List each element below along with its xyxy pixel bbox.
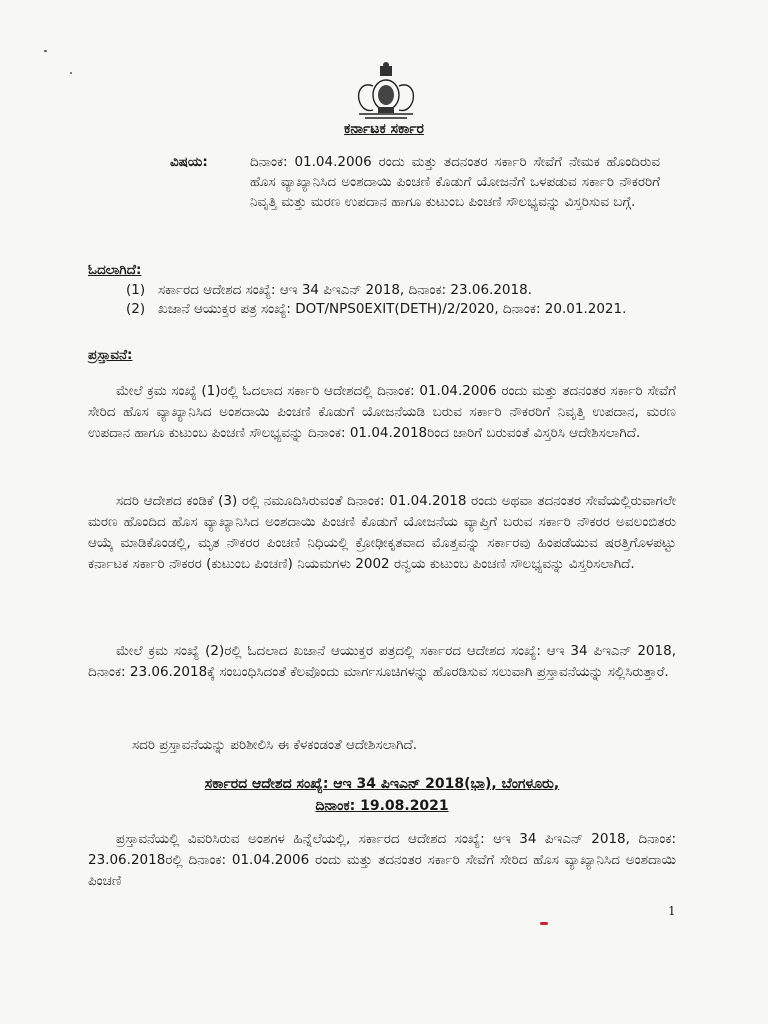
order-number: ಸರ್ಕಾರದ ಆದೇಶದ ಸಂಖ್ಯೆ: ಆಇ 34 ಪಿಇಎನ್ 2018(ಭಾ), ಬೆಂಗಳೂರು, [204, 776, 560, 792]
karnataka-state-emblem-icon [351, 62, 421, 122]
scan-speck [44, 50, 47, 52]
reference-item [126, 300, 686, 319]
preamble-paragraph [88, 641, 676, 683]
preamble-paragraph-text: ಸದರಿ ಪ್ರಸ್ತಾವನೆಯನ್ನು ಪರಿಶೀಲಿಸಿ ಈ ಕೆಳಕಂಡಂತೆ ಆದೇಶಿಸಲಾಗಿದೆ. [132, 737, 418, 753]
reference-item [126, 281, 686, 300]
preamble-paragraph-text: ಸದರಿ ಆದೇಶದ ಕಂಡಿಕೆ (3) ರಲ್ಲಿ ನಮೂದಿಸಿರುವಂತೆ ದಿನಾಂಕ: 01.04.2018 ರಂದು ಅಥವಾ ತದನಂತರ ಸೇವೆಯಲ್ಲಿರುವಾಗಲೇ ಮರಣ ಹೊಂದಿದ ಹೊಸ ವ್ಯಾಖ್ಯಾನಿಸಿದ ಅಂಶದಾಯಿ ಪಿಂಚಣಿ ಕೊಡುಗೆ ಯೋಜನೆಯ ವ್ಯಾಪ್ತಿಗೆ ಬರುವ ಸರ್ಕಾರಿ ನೌಕರರ ಅವಲಂಬಿತರು ಆಯ್ಕೆ ಮಾಡಿಕೊಂಡಲ್ಲಿ, ಮೃತ ನೌಕರರ ಪಿಂಚಣಿ ನಿಧಿಯಲ್ಲಿ ಕ್ರೋಢೀಕೃತವಾದ ಮೊತ್ತವನ್ನು ಸರ್ಕಾರವು ಹಿಂಪಡೆಯುವ ಷರತ್ತಿಗೊಳಪಟ್ಟು ಕರ್ನಾಟಕ ಸರ್ಕಾರಿ ನೌಕರರ (ಕುಟುಂಬ ಪಿಂಚಣಿ) ನಿಯಮಗಳು 2002 ರನ್ವಯ ಕುಟುಂಬ ಪಿಂಚಣಿ ಸೌಲಭ್ಯವನ್ನು ವಿಸ್ತರಿಸಲಾಗಿದೆ. [88, 493, 676, 572]
reference-number: (2) [126, 301, 146, 317]
subject-label: ವಿಷಯ: [170, 154, 208, 170]
government-title: ಕರ್ನಾಟಕ ಸರ್ಕಾರ [344, 121, 424, 137]
preamble-paragraph [88, 735, 676, 756]
reference-text: ಖಜಾನೆ ಆಯುಕ್ತರ ಪತ್ರ ಸಂಖ್ಯೆ: DOT/NPS0EXIT(DETH)/2/2020, ದಿನಾಂಕ: 20.01.2021. [158, 301, 627, 317]
scan-mark [540, 922, 548, 925]
page-number: 1 [668, 904, 676, 918]
preamble-paragraph-text: ಮೇಲೆ ಕ್ರಮ ಸಂಖ್ಯೆ (2)ರಲ್ಲಿ ಓದಲಾದ ಖಜಾನೆ ಆಯುಕ್ತರ ಪತ್ರದಲ್ಲಿ ಸರ್ಕಾರದ ಆದೇಶದ ಸಂಖ್ಯೆ: ಆಇ 34 ಪಿಇಎನ್ 2018, ದಿನಾಂಕ: 23.06.2018ಕ್ಕೆ ಸಂಬಂಧಿಸಿದಂತೆ ಕೆಲವೊಂದು ಮಾರ್ಗಸೂಚಿಗಳನ್ನು ಹೊರಡಿಸುವ ಸಲುವಾಗಿ ಪ್ರಸ್ತಾವನೆಯನ್ನು ಸಲ್ಲಿಸಿರುತ್ತಾರೆ. [88, 643, 676, 680]
order-heading [88, 773, 676, 817]
subject-text: ದಿನಾಂಕ: 01.04.2006 ರಂದು ಮತ್ತು ತದನಂತರ ಸರ್ಕಾರಿ ಸೇವೆಗೆ ನೇಮಕ ಹೊಂದಿರುವ ಹೊಸ ವ್ಯಾಖ್ಯಾನಿಸಿದ ಅಂಶದಾಯಿ ಪಿಂಚಣಿ ಕೊಡುಗೆ ಯೋಜನೆಗೆ ಒಳಪಡುವ ಸರ್ಕಾರಿ ನೌಕರರಿಗೆ ನಿವೃತ್ತಿ ಮತ್ತು ಮರಣ ಉಪದಾನ ಹಾಗೂ ಕುಟುಂಬ ಪಿಂಚಣಿ ಸೌಲಭ್ಯವನ್ನು ವಿಸ್ತರಿಸುವ ಬಗ್ಗೆ. [250, 154, 660, 210]
order-date: ದಿನಾಂಕ: 19.08.2021 [315, 798, 449, 814]
preamble-paragraph [88, 491, 676, 575]
preamble-paragraph [88, 381, 676, 444]
references-list [126, 281, 686, 319]
scan-speck [70, 72, 72, 74]
reference-number: (1) [126, 282, 146, 298]
order-paragraph-text: ಪ್ರಸ್ತಾವನೆಯಲ್ಲಿ ವಿವರಿಸಿರುವ ಅಂಶಗಳ ಹಿನ್ನೆಲೆಯಲ್ಲಿ, ಸರ್ಕಾರದ ಆದೇಶದ ಸಂಖ್ಯೆ: ಆಇ 34 ಪಿಇಎನ್ 2018, ದಿನಾಂಕ: 23.06.2018ರಲ್ಲಿ ದಿನಾಂಕ: 01.04.2006 ರಂದು ಮತ್ತು ತದನಂತರ ಸರ್ಕಾರಿ ಸೇವೆಗೆ ಸೇರಿದ ಹೊಸ ವ್ಯಾಖ್ಯಾನಿಸಿದ ಅಂಶದಾಯಿ ಪಿಂಚಣಿ [88, 831, 676, 889]
order-paragraph [88, 829, 676, 892]
references-heading: ಓದಲಾಗಿದೆ: [88, 262, 142, 278]
preamble-heading: ಪ್ರಸ್ತಾವನೆ: [88, 347, 133, 363]
preamble-paragraph-text: ಮೇಲೆ ಕ್ರಮ ಸಂಖ್ಯೆ (1)ರಲ್ಲಿ ಓದಲಾದ ಸರ್ಕಾರಿ ಆದೇಶದಲ್ಲಿ ದಿನಾಂಕ: 01.04.2006 ರಂದು ಮತ್ತು ತದನಂತರ ಸರ್ಕಾರಿ ಸೇವೆಗೆ ಸೇರಿದ ಹೊಸ ವ್ಯಾಖ್ಯಾನಿಸಿದ ಅಂಶದಾಯಿ ಪಿಂಚಣಿ ಕೊಡುಗೆ ಯೋಜನೆಯಡಿ ಬರುವ ಸರ್ಕಾರಿ ನೌಕರರಿಗೆ ನಿವೃತ್ತಿ ಉಪದಾನ, ಮರಣ ಉಪದಾನ ಹಾಗೂ ಕುಟುಂಬ ಪಿಂಚಣಿ ಸೌಲಭ್ಯವನ್ನು ದಿನಾಂಕ: 01.04.2018ರಿಂದ ಜಾರಿಗೆ ಬರುವಂತೆ ವಿಸ್ತರಿಸಿ ಆದೇಶಿಸಲಾಗಿದೆ. [88, 383, 676, 441]
reference-text: ಸರ್ಕಾರದ ಆದೇಶದ ಸಂಖ್ಯೆ: ಆಇ 34 ಪಿಇಎನ್ 2018, ದಿನಾಂಕ: 23.06.2018. [158, 282, 532, 298]
